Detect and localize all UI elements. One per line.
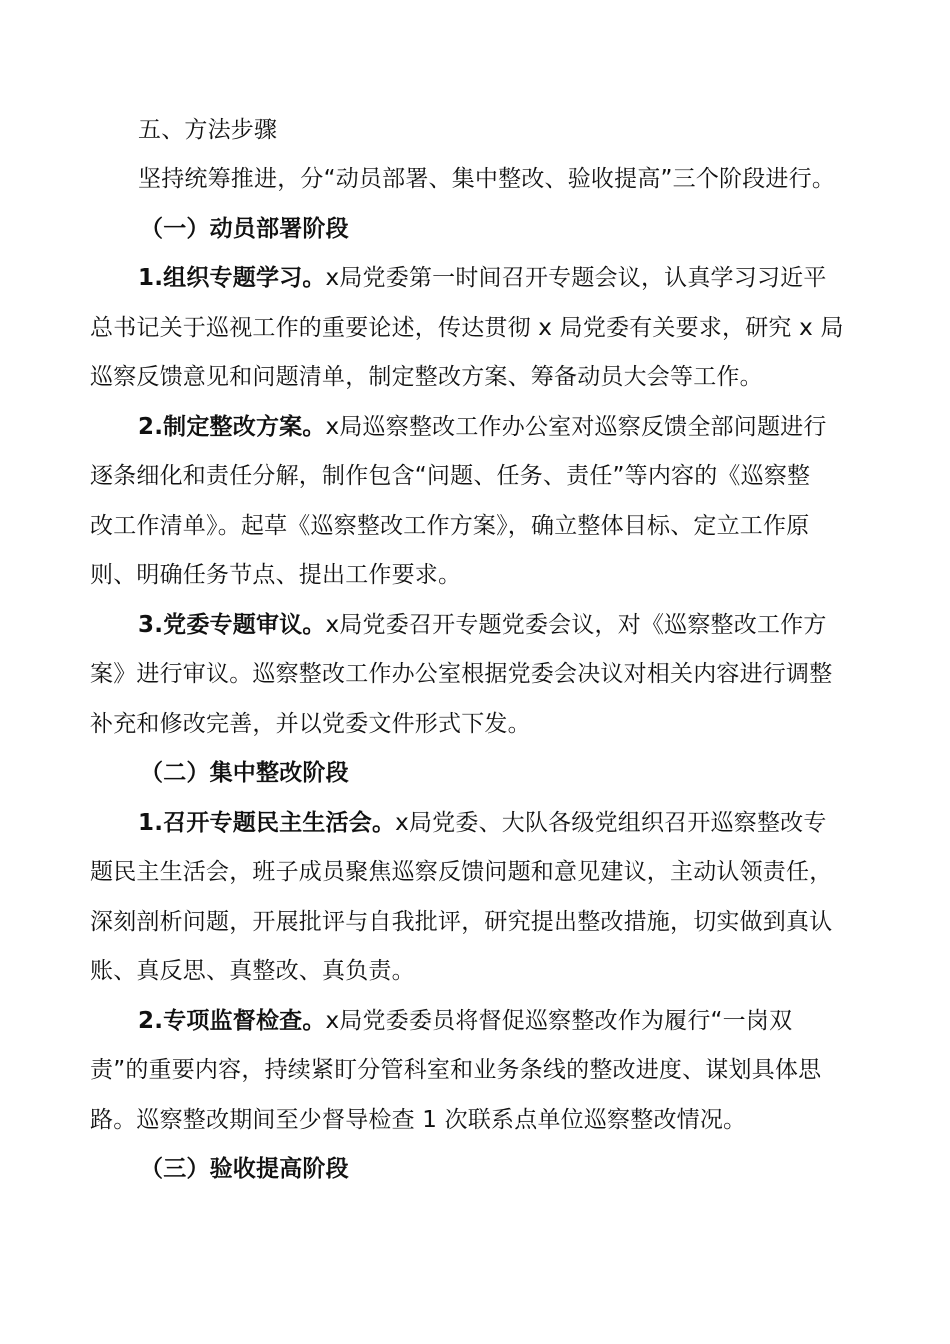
phase1-item2-line3: 改工作清单》。起草《巡察整改工作方案》，确立整体目标、定立工作原 bbox=[90, 513, 810, 539]
phase1-item3-title: 3.党委专题审议。 bbox=[138, 612, 326, 638]
section-title: 五、方法步骤 bbox=[138, 117, 278, 143]
intro-paragraph: 坚持统筹推进，分“动员部署、集中整改、验收提高”三个阶段进行。 bbox=[138, 166, 836, 192]
phase1-item1-line2: 总书记关于巡视工作的重要论述，传达贯彻 x 局党委有关要求，研究 x 局 bbox=[90, 315, 844, 341]
phase2-item2-line2: 责”的重要内容，持续紧盯分管科室和业务条线的整改进度、谋划具体思 bbox=[90, 1057, 822, 1083]
phase1-item3-line2: 案》进行审议。巡察整改工作办公室根据党委会决议对相关内容进行调整 bbox=[90, 661, 833, 687]
phase1-item1-text1: x局党委第一时间召开专题会议，认真学习习近平 bbox=[325, 265, 827, 291]
phase2-item1-line4: 账、真反思、真整改、真负责。 bbox=[90, 958, 415, 984]
phase1-item1-line1 bbox=[138, 263, 827, 293]
phase1-item1-title: 1.组织专题学习。 bbox=[138, 265, 326, 291]
phase1-item2-line1 bbox=[138, 412, 827, 442]
phase2-item2-title: 2.专项监督检查。 bbox=[138, 1008, 326, 1034]
phase1-item2-line2: 逐条细化和责任分解，制作包含“问题、任务、责任”等内容的《巡察整 bbox=[90, 463, 811, 489]
phase1-item2-text1: x局巡察整改工作办公室对巡察反馈全部问题进行 bbox=[325, 414, 827, 440]
phase2-item1-title: 1.召开专题民主生活会。 bbox=[138, 810, 396, 836]
phase1-item2-line4: 则、明确任务节点、提出工作要求。 bbox=[90, 562, 462, 588]
phase3-heading: （三）验收提高阶段 bbox=[140, 1156, 349, 1182]
phase1-item2-title: 2.制定整改方案。 bbox=[138, 414, 326, 440]
phase2-item1-line3: 深刻剖析问题，开展批评与自我批评，研究提出整改措施，切实做到真认 bbox=[90, 909, 833, 935]
phase2-item2-line1 bbox=[138, 1006, 792, 1036]
phase1-item3-line1 bbox=[138, 610, 827, 640]
phase2-item2-line3: 路。巡察整改期间至少督导检查 1 次联系点单位巡察整改情况。 bbox=[90, 1107, 747, 1133]
phase2-heading: （二）集中整改阶段 bbox=[140, 760, 349, 786]
phase1-item3-text1: x局党委召开专题党委会议，对《巡察整改工作方 bbox=[325, 612, 827, 638]
phase2-item1-line1 bbox=[138, 808, 827, 838]
phase2-item2-text1: x局党委委员将督促巡察整改作为履行“一岗双 bbox=[325, 1008, 793, 1034]
phase2-item1-line2: 题民主生活会，班子成员聚焦巡察反馈问题和意见建议，主动认领责任， bbox=[90, 859, 833, 885]
phase2-item1-text1: x局党委、大队各级党组织召开巡察整改专 bbox=[395, 810, 827, 836]
phase1-item1-line3: 巡察反馈意见和问题清单，制定整改方案、筹备动员大会等工作。 bbox=[90, 364, 763, 390]
phase1-heading: （一）动员部署阶段 bbox=[140, 216, 349, 242]
phase1-item3-line3: 补充和修改完善，并以党委文件形式下发。 bbox=[90, 711, 531, 737]
